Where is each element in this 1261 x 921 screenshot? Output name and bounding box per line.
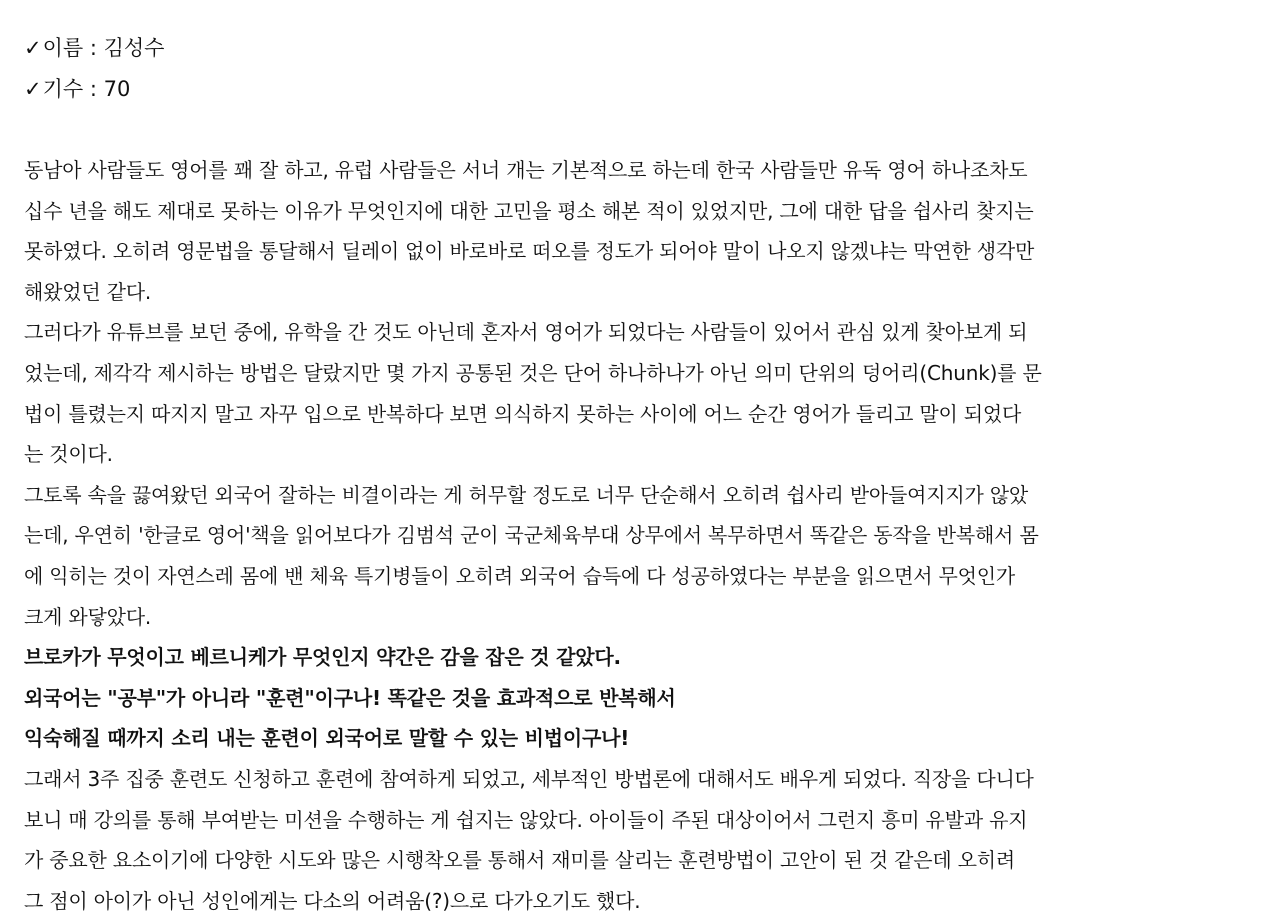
name-line — [24, 28, 1234, 69]
text-line: 그래서 3주 집중 훈련도 신청하고 훈련에 참여하게 되었고, 세부적인 방법론에 대해서도 배우게 되었다. 직장을 다니다 — [24, 766, 1034, 791]
text-line: 그토록 속을 끓여왔던 외국어 잘하는 비결이라는 게 허무할 정도로 너무 단순해서 오히려 쉽사리 받아들여지지가 않았 — [24, 482, 1028, 507]
text-line: 는데, 우연히 '한글로 영어'책을 읽어보다가 김범석 군이 국군체육부대 상무에서 복무하면서 똑같은 동작을 반복해서 몸 — [24, 523, 1039, 548]
paragraph-intro — [24, 150, 1234, 312]
checkmark-icon: ✓ — [24, 36, 42, 60]
text-line: 그 점이 아이가 아닌 성인에게는 다소의 어려움(?)으로 다가오기도 했다. — [24, 888, 641, 913]
checkmark-icon: ✓ — [24, 77, 42, 101]
text-line: 못하였다. 오히려 영문법을 통달해서 딜레이 없이 바로바로 떠오를 정도가 되어야 말이 나오지 않겠냐는 막연한 생각만 — [24, 239, 1035, 264]
paragraph-youtube — [24, 312, 1234, 474]
text-line: 해왔었던 같다. — [24, 279, 152, 304]
text-line: 에 익히는 것이 자연스레 몸에 밴 체육 특기병들이 오히려 외국어 습득에 다 성공하였다는 부분을 읽으면서 무엇인가 — [24, 563, 1016, 588]
text-line: 동남아 사람들도 영어를 꽤 잘 하고, 유럽 사람들은 서너 개는 기본적으로 하는데 한국 사람들만 유독 영어 하나조차도 — [24, 158, 1028, 182]
text-line: 법이 틀렸는지 따지지 말고 자꾸 입으로 반복하다 보면 의식하지 못하는 사이에 어느 순간 영어가 들리고 말이 되었다 — [24, 401, 1022, 426]
blank-line — [24, 110, 1234, 150]
cohort-line — [24, 69, 1234, 110]
text-line: 었는데, 제각각 제시하는 방법은 달랐지만 몇 가지 공통된 것은 단어 하나하나가 아닌 의미 단위의 덩어리(Chunk)를 문 — [24, 360, 1042, 385]
name-text: 이름 : 김성수 — [42, 36, 165, 60]
text-line: 그러다가 유튜브를 보던 중에, 유학을 간 것도 아닌데 혼자서 영어가 되었다는 사람들이 있어서 관심 있게 찾아보게 되 — [24, 320, 1028, 345]
text-line: 크게 와닿았다. — [24, 604, 152, 629]
text-line: 십수 년을 해도 제대로 못하는 이유가 무엇인지에 대한 고민을 평소 해본 적이 있었지만, 그에 대한 답을 쉽사리 찾지는 — [24, 198, 1034, 223]
cohort-text: 기수 : 70 — [42, 77, 131, 101]
bold-text-line: 브로카가 무엇이고 베르니케가 무엇인지 약간은 감을 잡은 것 같았다. — [24, 645, 621, 670]
paragraph-realization — [24, 637, 1234, 759]
text-line: 는 것이다. — [24, 442, 113, 467]
text-line: 보니 매 강의를 통해 부여받는 미션을 수행하는 게 쉽지는 않았다. 아이들이 주된 대상이어서 그런지 흥미 유발과 유지 — [24, 807, 1028, 832]
document-body — [24, 28, 1234, 921]
paragraph-secret — [24, 475, 1234, 637]
bold-text-line: 익숙해질 때까지 소리 내는 훈련이 외국어로 말할 수 있는 비법이구나! — [24, 726, 630, 751]
text-line: 가 중요한 요소이기에 다양한 시도와 많은 시행착오를 통해서 재미를 살리는 훈련방법이 고안이 된 것 같은데 오히려 — [24, 848, 1016, 873]
bold-text-line: 외국어는 "공부"가 아니라 "훈련"이구나! 똑같은 것을 효과적으로 반복해서 — [24, 685, 676, 710]
paragraph-training — [24, 759, 1234, 921]
